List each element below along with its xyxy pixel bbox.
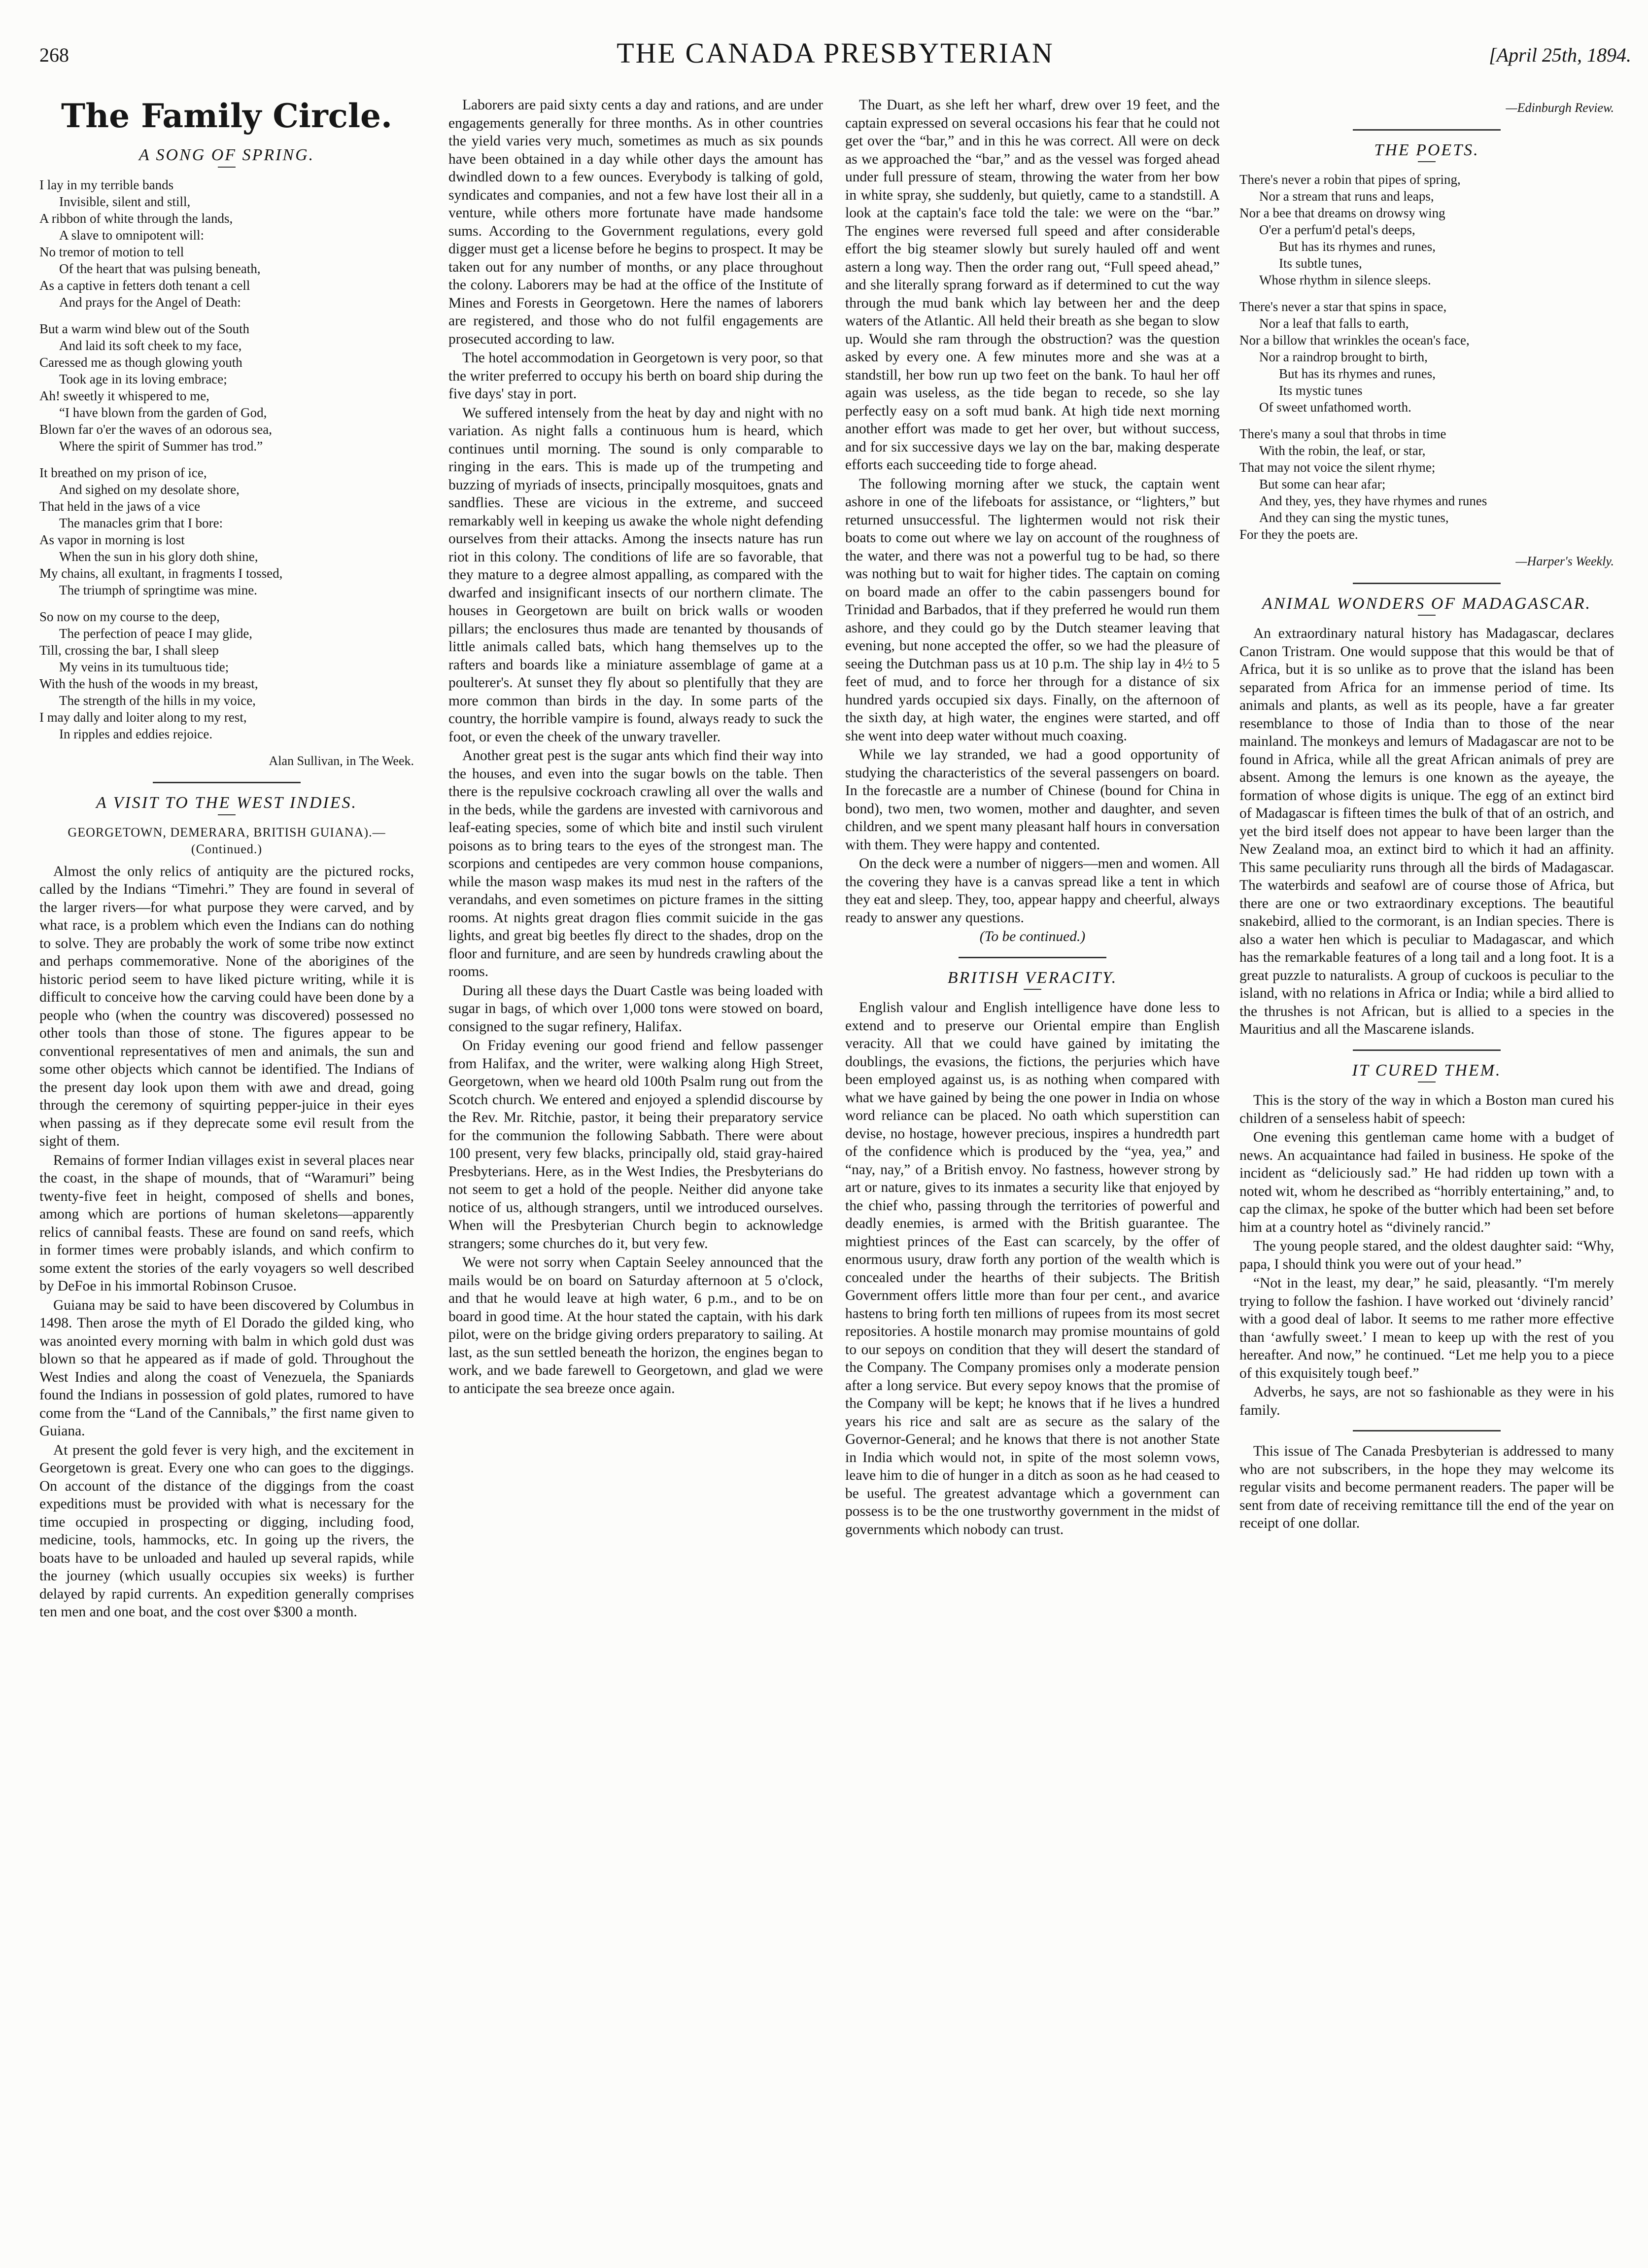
divider xyxy=(1418,161,1436,162)
poem-line: Its subtle tunes, xyxy=(1279,256,1362,271)
article-paragraph: At present the gold fever is very high, and the excitement in Georgetown is great. Every one who can goes to the diggings. On account of the distance of the diggings from the coast expeditions must be provided with what is necessary for the time occupied in prospecting or digging, including food, medicine, tools, hammocks, etc. In going up the rivers, the boats have to be unloaded and hauled up several rapids, while the journey (which usually occupies six weeks) is further delayed by rapid currents. An expedition generally comprises ten men and one boat, and the cost over $300 a month. xyxy=(39,1442,414,1620)
article-paragraph: Remains of former Indian villages exist in several places near the coast, in the shape of mounds, that of “Waramuri” being twenty-five feet in height, composed of shells and bones, among which are portions of human skeletons—apparently relics of cannibal feasts. These are found on sand reefs, which in former times were probably islands, and which confirm to some extent the stories of the early voyagers so well described by DeFoe in his immortal Robinson Crusoe. xyxy=(39,1152,414,1294)
veracity-title: BRITISH VERACITY. xyxy=(947,968,1118,987)
poem-line: Where the spirit of Summer has trod.” xyxy=(59,438,263,454)
poem-line: Till, crossing the bar, I shall sleep xyxy=(39,642,219,658)
poem-line: Whose rhythm in silence sleeps. xyxy=(1259,273,1431,287)
poem-line: Of the heart that was pulsing beneath, xyxy=(59,261,261,276)
article-paragraph: The hotel accommodation in Georgetown is very poor, so that the writer preferred to occupy his berth on board ship during the five days' stay in port. xyxy=(448,350,823,402)
page-header xyxy=(39,35,1631,74)
poem-line: And prays for the Angel of Death: xyxy=(59,294,241,310)
poem-line: And laid its soft cheek to my face, xyxy=(59,338,242,353)
section-rule xyxy=(1353,129,1501,131)
veracity-credit: —Edinburgh Review. xyxy=(1506,101,1614,115)
poets-poem xyxy=(1239,171,1614,543)
poem-line: A slave to omnipotent will: xyxy=(59,227,204,243)
poem-stanza xyxy=(39,176,414,311)
visit-title: A VISIT TO THE WEST INDIES. xyxy=(96,794,357,812)
article-paragraph: During all these days the Duart Castle was being loaded with sugar in bags, of which over 1,000 tons were stowed on board, consigned to the sugar refinery, Halifax. xyxy=(448,982,823,1035)
poets-title: THE POETS. xyxy=(1374,140,1479,159)
article-paragraph: Another great pest is the sugar ants which find their way into the houses, and even into the sugar bowls on the table. Then there is the repulsive cockroach crawling all over the walls and in the beds, while the gardens are invested with carnivorous and leaf-eating species, some of which bite and instil such virulent poisons as to bring tears to the eyes of the strongest man. The scorpions and centipedes are very common house companions, while the mason wasp makes its mud nest in the rafters of the verandahs, and even sometimes on picture frames in the sitting rooms. At nights great dragon flies commit suicide in the gas lights, and great big beetles fly direct to the shades, drop on the floor and furniture, and are seen by hundreds crawling about the rooms. xyxy=(448,748,823,979)
poem-line: A ribbon of white through the lands, xyxy=(39,210,233,226)
visit-subhead: GEORGETOWN, DEMERARA, BRITISH GUIANA).—(Continued.) xyxy=(68,825,386,856)
poem-line: But some can hear afar; xyxy=(1259,477,1386,491)
section-rule xyxy=(1353,583,1501,584)
poem-line: O'er a perfum'd petal's deeps, xyxy=(1259,222,1415,237)
poem-line: But has its rhymes and runes, xyxy=(1279,239,1436,254)
article-paragraph: Laborers are paid sixty cents a day and rations, and are under engagements generally for three months. As in other countries the yield varies very much, sometimes as much as six pounds have been obtained in a day while other days the amount has dwindled down to a few ounces. Everybody is talking of gold, syndicates and companies, and not a few have lost their all in a venture, while others more fortunate have made handsome sums. According to the Government regulations, every gold digger must get a license before he begins to prospect. It may be taken out for any number of months, or any place throughout the colony. Laborers may be had at the office of the Institute of Mines and Forests in Georgetown. Here the names of laborers are registered, and those who do not fulfil engagements are prosecuted according to law. xyxy=(448,97,823,347)
article-paragraph: We were not sorry when Captain Seeley announced that the mails would be on board on Saturday afternoon at 5 o'clock, and that he would leave at high water, 6 p.m., and to be on board in good time. At the hour stated the captain, with his dark pilot, were on the bridge giving orders preparatory to sailing. At last, as the sun settled beneath the horizon, the engines began to work, and we bade farewell to Georgetown, and glad we were to anticipate the sea breeze once again. xyxy=(448,1255,823,1396)
poem-line: Nor a bee that dreams on drowsy wing xyxy=(1239,206,1445,220)
poem-line: That held in the jaws of a vice xyxy=(39,498,201,514)
article-paragraph: An extraordinary natural history has Madagascar, declares Canon Tristram. One would suppose that this would be that of Africa, but it is so unlike as to prove that the island has been separated from Africa for an immense period of time. Its animals and plants, as well as its people, have a far greater resemblance to those of India than to those of the near mainland. The monkeys and lemurs of Madagascar are not to be found in Africa, while all the great African animals of prey are absent. Among the lemurs is one known as the ayeaye, the formation of whose digits is unique. The egg of an extinct bird of Madagascar is fifteen times the bulk of that of an ostrich, and yet the bird itself does not appear to have been larger than the New Zealand moa, an extinct bird to which it had an affinity. This same peculiarity runs through all the birds of Madagascar. The waterbirds and seafowl are of course those of Africa, but there are one or two extraordinary exceptions. The beautiful snakebird, allied to the cormorant, is an Indian species. There is also a water hen which is peculiar to Madagascar, and which has the remarkable features of a long tail and a long foot. It is a great puzzle to naturalists. A group of cuckoos is peculiar to the island, with no relations in Africa or India; while a bird allied to the thrushes is not African, but is allied to a species in the Mauritius and all the Mascarene islands. xyxy=(1239,626,1614,1037)
to-be-continued: (To be continued.) xyxy=(979,929,1086,944)
poem-stanza xyxy=(39,464,414,598)
poem-line: I lay in my terrible bands xyxy=(39,177,174,192)
animal-title: ANIMAL WONDERS OF MADAGASCAR. xyxy=(1262,594,1592,613)
poem-line: But a warm wind blew out of the South xyxy=(39,321,249,336)
poem-stanza xyxy=(1239,425,1614,543)
poem-line: There's never a star that spins in space, xyxy=(1239,299,1447,314)
issue-date: [April 25th, 1894. xyxy=(1489,44,1631,66)
article-paragraph: English valour and English intelligence have done less to extend and to preserve our Oriental empire than English veracity. All that we could have gained by imitating the doublings, the evasions, the fictions, the perjuries which have been employed against us, is as nothing when compared with what we have gained by being the one power in India on whose word reliance can be placed. No oath which superstition can devise, no hostage, however precious, inspires a hundredth part of the confidence which is produced by the “yea, yea,” and “nay, nay,” of a British envoy. No fastness, however strong by art or nature, gives to its inmates a security like that enjoyed by the chief who, passing through the territories of powerful and deadly enemies, is armed with the British guarantee. The mightiest princes of the East can scarcely, by the offer of enormous usury, draw forth any portion of the wealth which is concealed under the hearths of their subjects. The British Government offers little more than four per cent., and avarice hastens to bring forth ten millions of rupees from its most secret repositories. A hostile monarch may promise mountains of gold to our sepoys on condition that they will desert the standard of the Company. The Company promises only a moderate pension after a long service. But every sepoy knows that the promise of the Company will be kept; he knows that if he lives a hundred years his rice and salt are as secure as the salary of the Governor-General; and he knows that there is not another State in India which would not, in spite of the most solemn vows, leave him to die of hunger in a ditch as soon as he had ceased to be useful. The greatest advantage which a government can possess is to be the one trustworthy government in the midst of governments which nobody can trust. xyxy=(845,1000,1220,1537)
poem-line: Nor a raindrop brought to birth, xyxy=(1259,349,1428,364)
section-rule xyxy=(1353,1049,1501,1051)
section-masthead: The Family Circle. xyxy=(61,97,392,135)
subscription-notice: This issue of The Canada Presbyterian is addressed to many who are not subscribers, in the hope they may welcome its regular visits and become permanent readers. The paper will be sent from date of receiving remittance till the end of the year on receipt of one dollar. xyxy=(1239,1443,1614,1531)
newspaper-title: THE CANADA PRESBYTERIAN xyxy=(617,37,1054,69)
article-paragraph: The following morning after we stuck, the captain went ashore in one of the lifeboats for assistance, or “lighters,” but returned unsuccessful. The lightermen would not risk their boats to come out where we lay on account of the roughness of the water, and there was not a powerful tug to be had, so there was nothing but to wait for higher tides. The captain on coming on board made an offer to the cabin passengers bound for Trinidad and Barbados, that if they preferred he would run them ashore, and they could go by the Dutch steamer leaving that evening, but none accepted the offer, so we had the pleasure of seeing the Dutchman pass us at 10 p.m. The ship lay in 4½ to 5 feet of mud, and to force her through for a distance of six hundred yards occupied six days. Finally, on the afternoon of the sixth day, at high water, the engines were started, and off she went into deep water without much coaxing. xyxy=(845,476,1220,744)
poem-line: Caressed me as though glowing youth xyxy=(39,354,242,370)
song-title: A SONG OF SPRING. xyxy=(138,146,315,164)
article-paragraph: We suffered intensely from the heat by day and night with no variation. As night falls a continuous hum is heard, which continues until morning. The sound is only comparable to ringing in the ears. This is made up of the trumpeting and buzzing of myriads of insects, principally mosquitoes, gnats and sandflies. These are vicious in the extreme, and succeed remarkably well in keeping us awake the whole night defending ourselves from their attacks. Among the insects nature has run riot in this colony. The conditions of life are so favorable, that they mature to a degree almost appalling, as compared with the dwarfed and insignificant insects of our northern climate. The houses in Georgetown are built on brick walls or wooden pillars; the enclosures thus made are tenanted by thousands of little animals called bats, which hang themselves up to the rafters and boards like a miniature assemblage of game at a poulterer's. At sunset they fly about so plentifully that they are more common than birds in the day. In some parts of the country, the horrible vampire is found, always ready to suck the foot, or even the cheek of the unwary traveller. xyxy=(448,405,823,745)
poem-line: With the robin, the leaf, or star, xyxy=(1259,443,1426,458)
poem-line: But has its rhymes and runes, xyxy=(1279,366,1436,381)
poem-line: The perfection of peace I may glide, xyxy=(59,626,253,641)
column-1 xyxy=(39,96,414,1622)
divider xyxy=(1418,615,1436,616)
poem-line: In ripples and eddies rejoice. xyxy=(59,726,213,741)
poem-line: The strength of the hills in my voice, xyxy=(59,693,256,708)
poem-stanza xyxy=(1239,171,1614,288)
divider xyxy=(218,167,236,168)
article-paragraph: On Friday evening our good friend and fellow passenger from Halifax, and the writer, were walking along High Street, Georgetown, when we heard old 100th Psalm rung out from the Scotch church. We entered and enjoyed a splendid discourse by the Rev. Mr. Ritchie, pastor, it being their preparatory service for the communion the following Sabbath. There were about 100 present, very few blacks, principally old, staid gray-haired Presbyterians. Here, as in the West Indies, the Presbyterians do not seem to get a hold of the people. Neither did anyone take notice of us, although strangers, until we introduced ourselves. When will the Presbyterian Church begin to acknowledge strangers; some churches do it, but very few. xyxy=(448,1038,823,1252)
column-3 xyxy=(845,96,1220,1539)
poem-line: It breathed on my prison of ice, xyxy=(39,465,207,480)
article-paragraph: The Duart, as she left her wharf, drew over 19 feet, and the captain expressed on several occasions his fear that he could not get over the “bar,” and in this he was correct. All were on deck as we approached the “bar,” and as the vessel was forged ahead under full pressure of steam, throwing the water from her bow in white spray, she suddenly, but quietly, came to a standstill. A look at the captain's face told the tale: we were on the “bar.” The engines were reversed full speed and after considerable effort the big steamer slowly but surely hauled off and went astern a long way. Then the order rang out, “Full speed ahead,” and she literally sprang forward as if determined to cut the way through the mud bank which lay between her and the deep waters of the Atlantic. All held their breath as she began to slow up. Would she ram through the obstruction? was the question asked by every one. A few minutes more and she was at a standstill, her bow run up two feet on the bank. To haul her off again was useless, as the tide began to recede, so she lay perfectly easy on a soft mud bank. At high tide next morning another effort was made to get her over, but without success, and for six successive days we lay on the bar, making desperate efforts each succeeding tide to forge ahead. xyxy=(845,97,1220,473)
poem-line: And sighed on my desolate shore, xyxy=(59,482,240,497)
poem-line: My veins in its tumultuous tide; xyxy=(59,659,229,674)
cured-title: IT CURED THEM. xyxy=(1352,1061,1502,1080)
column-2 xyxy=(448,96,823,1398)
poem-line: There's many a soul that throbs in time xyxy=(1239,426,1446,441)
poem-stanza xyxy=(39,608,414,742)
poem-line: That may not voice the silent rhyme; xyxy=(1239,460,1436,475)
section-rule xyxy=(153,782,301,783)
poem-line: No tremor of motion to tell xyxy=(39,244,184,259)
song-poem xyxy=(39,176,414,742)
poem-line: And they can sing the mystic tunes, xyxy=(1259,510,1449,525)
divider xyxy=(1024,989,1041,990)
poem-line: As vapor in morning is lost xyxy=(39,532,185,547)
poem-line: The triumph of springtime was mine. xyxy=(59,582,257,597)
poem-line: So now on my course to the deep, xyxy=(39,609,220,624)
article-paragraph: Almost the only relics of antiquity are the pictured rocks, called by the Indians “Timehri.” They are found in several of the larger rivers—for what purpose they were carved, and by what race, is a problem which even the Indians can do nothing to solve. They are probably the work of some tribe now extinct and perhaps commemorative. None of the aborigines of the historic period seem to have liked picture writing, while it is difficult to conceive how the carving could have been done by a people who (when the country was discovered) possessed no other tools than those of stone. The figures appear to be conventional representatives of men and animals, the sun and some other objects which cannot be identified. The Indians of the present day look upon them with awe and dread, going through the ceremony of squirting pepper-juice in their eyes when passing as if they deprecate some evil result from the sight of them. xyxy=(39,863,414,1149)
article-paragraph: Guiana may be said to have been discovered by Columbus in 1498. Then arose the myth of El Dorado the gilded king, who was anointed every morning with balm in which gold dust was blown so that he appeared as if made of gold. Throughout the West Indies and along the coast of Venezuela, the Spaniards found the Indians in possession of gold plates, rumored to have come from the “Land of the Cannibals,” the first name given to Guiana. xyxy=(39,1297,414,1439)
poem-stanza xyxy=(1239,298,1614,416)
poem-line: Nor a billow that wrinkles the ocean's face, xyxy=(1239,333,1470,348)
article-paragraph: The young people stared, and the oldest daughter said: “Why, papa, I should think you were out of your head.” xyxy=(1239,1238,1614,1272)
poem-line: Its mystic tunes xyxy=(1279,383,1363,398)
poem-line: Nor a leaf that falls to earth, xyxy=(1259,316,1409,331)
poem-line: With the hush of the woods in my breast, xyxy=(39,676,258,691)
section-rule xyxy=(959,957,1106,958)
column-4 xyxy=(1239,96,1614,1534)
article-paragraph: “Not in the least, my dear,” he said, pleasantly. “I'm merely trying to follow the fashion. I have worked out ‘divinely rancid’ with a good deal of labor. It seems to me rather more effective than ‘awfully sweet.’ I mean to keep up with the rest of you hereafter. And now,” he continued. “Let me help you to a piece of this exquisitely tough beef.” xyxy=(1239,1275,1614,1381)
poets-credit: —Harper's Weekly. xyxy=(1515,554,1614,568)
poem-line: “I have blown from the garden of God, xyxy=(59,405,267,420)
poem-line: And they, yes, they have rhymes and runes xyxy=(1259,493,1487,508)
poem-line: The manacles grim that I bore: xyxy=(59,515,223,530)
poem-line: Ah! sweetly it whispered to me, xyxy=(39,388,209,403)
poem-stanza xyxy=(39,320,414,454)
poem-line: My chains, all exultant, in fragments I tossed, xyxy=(39,565,283,581)
poem-line: When the sun in his glory doth shine, xyxy=(59,549,258,564)
article-paragraph: Adverbs, he says, are not so fashionable as they were in his family. xyxy=(1239,1384,1614,1418)
divider xyxy=(218,814,236,815)
poem-line: As a captive in fetters doth tenant a cell xyxy=(39,278,250,293)
poem-line: There's never a robin that pipes of spring, xyxy=(1239,172,1461,187)
song-credit: Alan Sullivan, in The Week. xyxy=(269,753,414,768)
article-paragraph: While we lay stranded, we had a good opportunity of studying the characteristics of the several passengers on board. In the forecastle are a number of Chinese (bound for China in bond), two men, two women, mother and daughter, and seven children, and we spent many pleasant half hours in conversation with them. They were happy and contented. xyxy=(845,747,1220,853)
article-paragraph: One evening this gentleman came home with a budget of news. An acquaintance had failed in business. He spoke of the incident as “deliciously sad.” He had ridden up town with a noted wit, whom he described as “horribly entertaining,” and, to cap the climax, he spoke of the butter which had been set before him at a country hotel as “divinely rancid.” xyxy=(1239,1129,1614,1235)
section-rule xyxy=(1353,1430,1501,1431)
poem-line: Took age in its loving embrace; xyxy=(59,371,227,386)
article-paragraph: This is the story of the way in which a Boston man cured his children of a senseless habit of speech: xyxy=(1239,1092,1614,1126)
poem-line: For they the poets are. xyxy=(1239,527,1358,542)
poem-line: Nor a stream that runs and leaps, xyxy=(1259,189,1434,204)
poem-line: I may dally and loiter along to my rest, xyxy=(39,709,247,725)
article-paragraph: On the deck were a number of niggers—men and women. All the covering they have is a canvas spread like a tent in which they eat and sleep. They, too, appear happy and cheerful, always ready to answer any questions. xyxy=(845,856,1220,926)
poem-line: Invisible, silent and still, xyxy=(59,194,191,209)
poem-line: Blown far o'er the waves of an odorous sea, xyxy=(39,421,272,437)
page-number: 268 xyxy=(39,44,69,66)
poem-line: Of sweet unfathomed worth. xyxy=(1259,400,1411,415)
